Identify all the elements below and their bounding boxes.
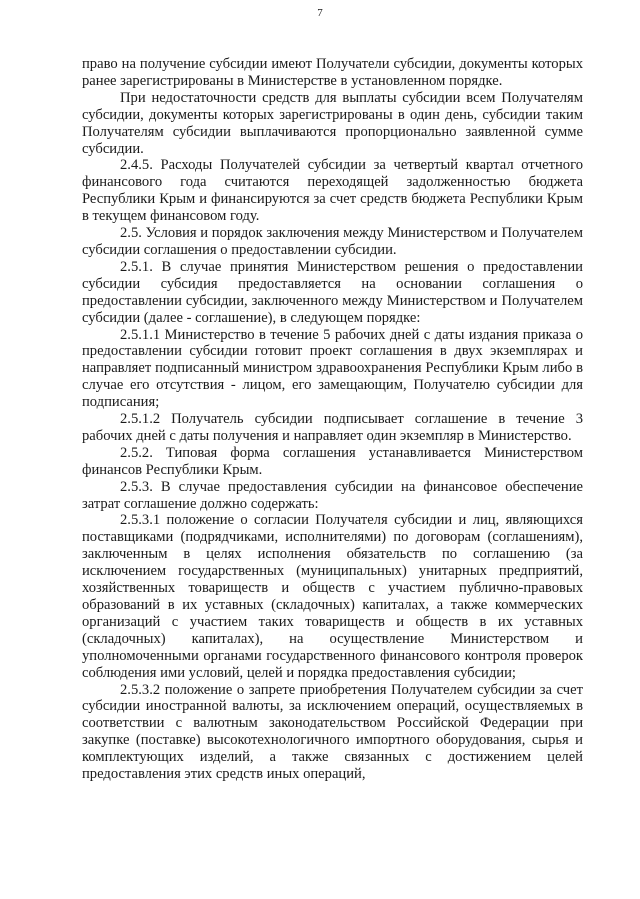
paragraph-2-5-3: 2.5.3. В случае предоставления субсидии на финансовое обеспечение затрат соглашение должно содержать: <box>82 478 583 512</box>
paragraph-2-5-3-1: 2.5.3.1 положение о согласии Получателя субсидии и лиц, являющихся поставщиками (подрядчиками, исполнителями) по договорам (соглашениям), заключенным в целях исполнения обязательств по соглашению (за исключением государственных (муниципальных) унитарных предприятий, хозяйственных товариществ и обществ с участием публично-правовых образований в их уставных (складочных) капиталах, а также коммерческих организаций с участием таких товариществ и обществ в их уставных (складочных) капиталах), на осуществление Министерством и уполномоченными органами государственного финансового контроля проверок соблюдения ими условий, целей и порядка предоставления субсидии; <box>82 512 583 681</box>
paragraph-2-5-2: 2.5.2. Типовая форма соглашения устанавливается Министерством финансов Республики Крым. <box>82 444 583 478</box>
paragraph-2-4-5: 2.4.5. Расходы Получателей субсидии за четвертый квартал отчетного финансового года считаются переходящей задолженностью бюджета Республики Крым и финансируются за счет средств бюджета Республики Крым в текущем финансовом году. <box>82 157 583 225</box>
document-body <box>82 56 583 783</box>
paragraph-2-5: 2.5. Условия и порядок заключения между Министерством и Получателем субсидии соглашения о предоставлении субсидии. <box>82 225 583 258</box>
paragraph-insufficient-funds: При недостаточности средств для выплаты субсидии всем Получателям субсидии, документы которых зарегистрированы в один день, субсидии таким Получателям субсидии выплачиваются пропорционально заявленной сумме субсидии. <box>82 89 583 157</box>
paragraph-2-5-1-2: 2.5.1.2 Получатель субсидии подписывает соглашение в течение 3 рабочих дней с даты получения и направляет один экземпляр в Министерство. <box>82 411 583 444</box>
paragraph-continuation: право на получение субсидии имеют Получатели субсидии, документы которых ранее зарегистрированы в Министерстве в установленном порядке. <box>82 56 583 89</box>
paragraph-2-5-3-2: 2.5.3.2 положение о запрете приобретения Получателем субсидии за счет субсидии иностранной валюты, за исключением операций, осуществляемых в соответствии с валютным законодательством Российской Федерации при закупке (поставке) высокотехнологичного импортного оборудования, сырья и комплектующих изделий, а также связанных с достижением целей предоставления этих средств иных операций, <box>82 681 583 783</box>
page-number: 7 <box>317 7 323 19</box>
paragraph-2-5-1-1: 2.5.1.1 Министерство в течение 5 рабочих дней с даты издания приказа о предоставлении субсидии готовит проект соглашения в двух экземплярах и направляет подписанный министром здравоохранения Республики Крым либо в случае его отсутствия - лицом, его замещающим, Получателю субсидии для подписания; <box>82 326 583 411</box>
paragraph-2-5-1: 2.5.1. В случае принятия Министерством решения о предоставлении субсидии субсидия предоставляется на основании соглашения о предоставлении субсидии, заключенного между Министерством и Получателем субсидии (далее - соглашение), в следующем порядке: <box>82 258 583 326</box>
